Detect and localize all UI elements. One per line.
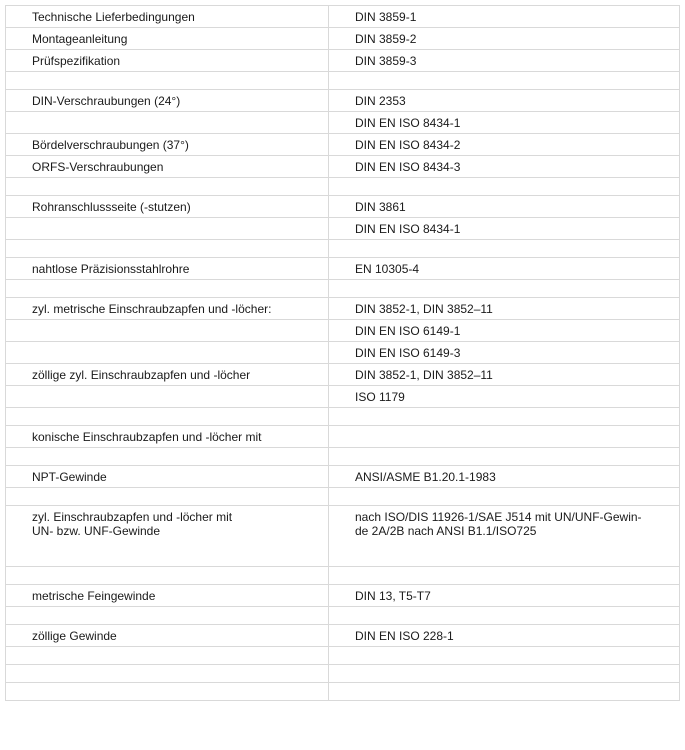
table-row [6,218,680,240]
designation-text: zöllige zyl. Einschraubzapfen und -löcher [32,368,251,382]
standard-text: DIN 3859-1 [355,10,417,24]
table-row [6,196,680,218]
standard-cell [329,218,680,240]
standard-cell [329,72,680,90]
designation-cell [6,134,329,156]
standard-text: DIN EN ISO 8434-3 [355,160,461,174]
standard-cell [329,683,680,701]
standard-cell [329,6,680,28]
standard-text: DIN 3861 [355,200,406,214]
designation-cell [6,625,329,647]
standard-cell [329,426,680,448]
table-row [6,408,680,426]
designation-text: Montageanleitung [32,32,128,46]
table-row [6,112,680,134]
table-row [6,134,680,156]
table-row [6,6,680,28]
designation-text: Technische Lieferbedingungen [32,10,195,24]
standard-cell [329,280,680,298]
designation-text: DIN-Verschraubungen (24°) [32,94,181,108]
table-row [6,488,680,506]
standard-cell [329,665,680,683]
standard-text: DIN 3859-2 [355,32,417,46]
designation-cell [6,386,329,408]
standard-text: DIN 13, T5-T7 [355,589,431,603]
table-row [6,258,680,280]
standard-text: DIN EN ISO 6149-1 [355,324,461,338]
designation-cell [6,218,329,240]
designation-cell [6,364,329,386]
standards-table-container [5,5,679,701]
table-row [6,585,680,607]
standard-text: ANSI/ASME B1.20.1-1983 [355,470,496,484]
table-row [6,607,680,625]
standard-cell [329,320,680,342]
table-row [6,342,680,364]
standard-cell [329,585,680,607]
designation-cell [6,258,329,280]
standard-text: DIN 3852-1, DIN 3852–11 [355,368,493,382]
designation-cell [6,112,329,134]
table-row [6,90,680,112]
designation-cell [6,665,329,683]
standard-text: nach ISO/DIS 11926-1/SAE J514 mit UN/UNF-Gewin- [355,510,642,524]
designation-cell [6,72,329,90]
designation-cell [6,178,329,196]
standard-cell [329,567,680,585]
table-row [6,567,680,585]
standard-cell [329,506,680,567]
standard-cell [329,625,680,647]
designation-text: Bördelverschraubungen (37°) [32,138,189,152]
designation-cell [6,50,329,72]
table-row [6,280,680,298]
standard-cell [329,50,680,72]
standard-cell [329,196,680,218]
designation-cell [6,90,329,112]
designation-cell [6,683,329,701]
designation-text: Prüfspezifikation [32,54,121,68]
standard-text: DIN EN ISO 6149-3 [355,346,461,360]
standard-cell [329,364,680,386]
standard-text: de 2A/2B nach ANSI B1.1/ISO725 [355,524,537,538]
designation-text: nahtlose Präzisionsstahlrohre [32,262,190,276]
designation-cell [6,488,329,506]
designation-cell [6,320,329,342]
standard-cell [329,466,680,488]
table-row [6,50,680,72]
table-row [6,320,680,342]
standard-text: DIN EN ISO 8434-1 [355,116,461,130]
table-row [6,426,680,448]
standard-cell [329,90,680,112]
designation-cell [6,506,329,567]
table-row [6,665,680,683]
designation-cell [6,448,329,466]
designation-cell [6,6,329,28]
standard-text: DIN 3859-3 [355,54,417,68]
designation-cell [6,585,329,607]
table-row [6,28,680,50]
designation-cell [6,156,329,178]
standard-cell [329,408,680,426]
table-row [6,156,680,178]
designation-cell [6,280,329,298]
standard-cell [329,647,680,665]
designation-text: NPT-Gewinde [32,470,107,484]
table-row [6,625,680,647]
standard-cell [329,342,680,364]
designation-cell [6,567,329,585]
table-row [6,298,680,320]
table-row [6,178,680,196]
standard-text: DIN 3852-1, DIN 3852–11 [355,302,493,316]
standards-table-body [6,6,680,701]
designation-text: zöllige Gewinde [32,629,117,643]
designation-cell [6,408,329,426]
standard-cell [329,298,680,320]
standard-cell [329,240,680,258]
table-row [6,72,680,90]
designation-text: zyl. Einschraubzapfen und -löcher mit [32,510,233,524]
standard-cell [329,488,680,506]
standard-cell [329,386,680,408]
standard-cell [329,178,680,196]
designation-cell [6,342,329,364]
standard-cell [329,134,680,156]
standard-text: DIN EN ISO 228-1 [355,629,454,643]
table-row [6,448,680,466]
standard-text: DIN EN ISO 8434-2 [355,138,461,152]
table-row [6,466,680,488]
standard-cell [329,607,680,625]
standard-cell [329,448,680,466]
designation-cell [6,466,329,488]
standard-cell [329,112,680,134]
designation-cell [6,426,329,448]
standard-text: EN 10305-4 [355,262,420,276]
table-row [6,647,680,665]
designation-text: UN- bzw. UNF-Gewinde [32,524,161,538]
designation-cell [6,607,329,625]
designation-text: Rohranschlussseite (-stutzen) [32,200,191,214]
designation-cell [6,28,329,50]
standard-cell [329,156,680,178]
designation-text: ORFS-Verschraubungen [32,160,164,174]
standard-cell [329,258,680,280]
designation-text: konische Einschraubzapfen und -löcher mit [32,430,262,444]
table-row [6,506,680,567]
designation-text: metrische Feingewinde [32,589,156,603]
designation-cell [6,240,329,258]
standard-cell [329,28,680,50]
designation-cell [6,298,329,320]
standard-text: DIN EN ISO 8434-1 [355,222,461,236]
table-row [6,364,680,386]
designation-text: zyl. metrische Einschraubzapfen und -löcher: [32,302,272,316]
designation-cell [6,647,329,665]
designation-cell [6,196,329,218]
standards-table [5,5,680,701]
table-row [6,683,680,701]
standard-text: ISO 1179 [355,390,405,404]
standard-text: DIN 2353 [355,94,406,108]
table-row [6,386,680,408]
table-row [6,240,680,258]
